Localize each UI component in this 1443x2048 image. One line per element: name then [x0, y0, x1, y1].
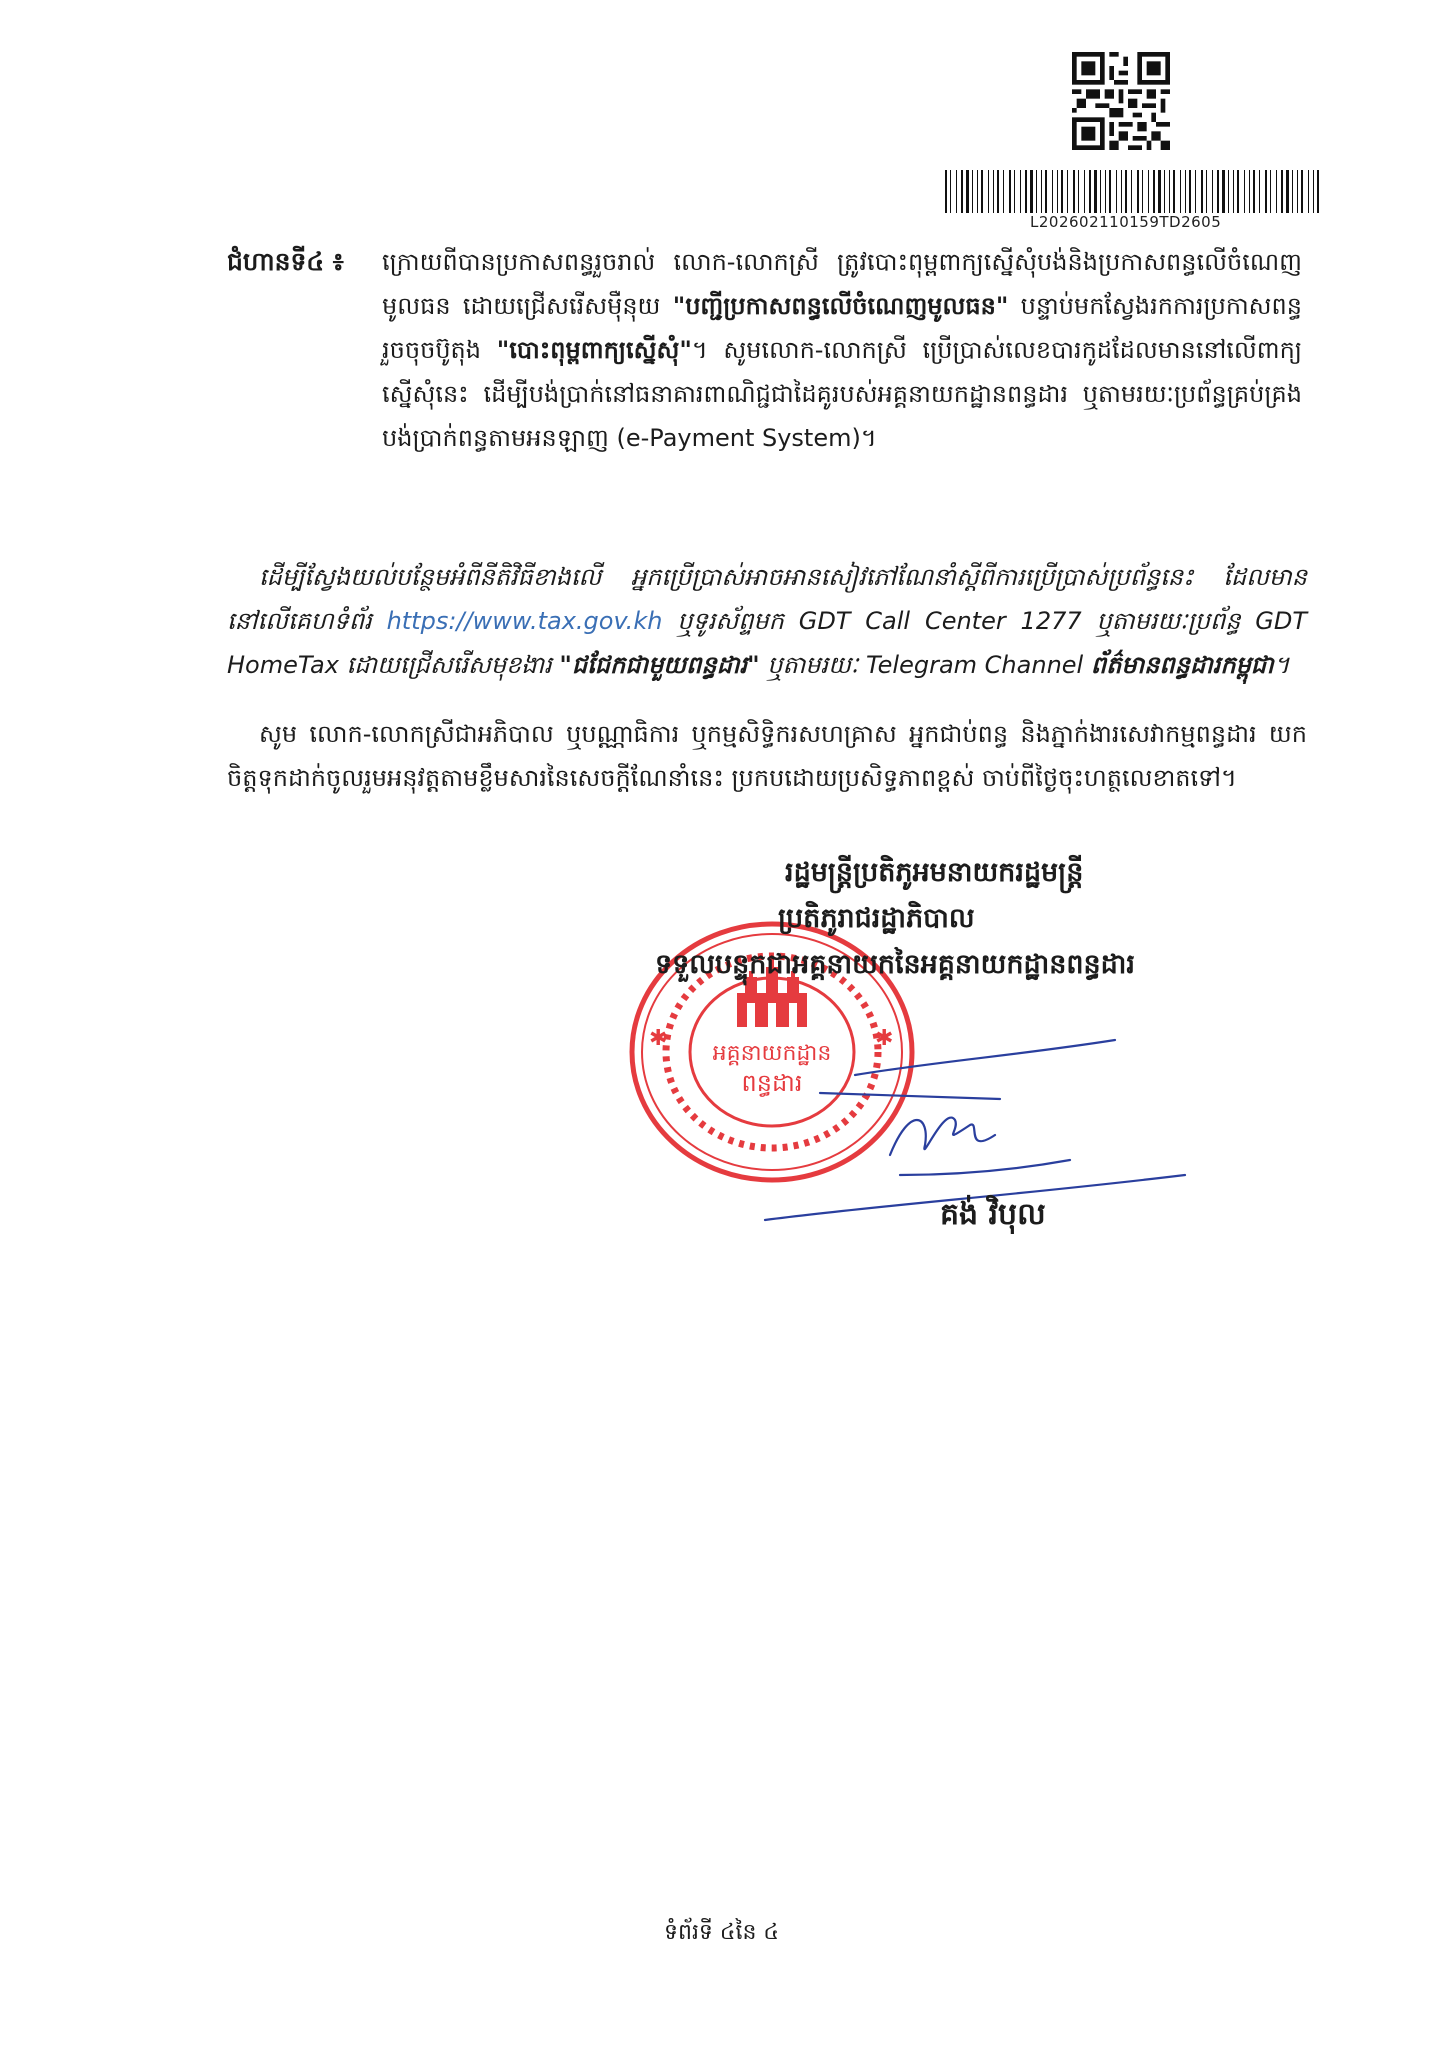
svg-text:✱: ✱	[875, 1026, 894, 1051]
page-number: ទំព័រទី ៤នៃ ៤	[664, 1920, 779, 1945]
button-name: "បោះពុម្ពពាក្យស្នើសុំ"	[496, 336, 692, 364]
step-4	[227, 240, 1307, 460]
feature-name: "ជជែកជាមួយពន្ធដារ"	[559, 651, 760, 679]
step-text: ។ សូមលោក-លោកស្រី ប្រើប្រាស់លេខបារកូដដែលមាននៅលើពាក្យស្នើសុំនេះ ដើម្បីបង់ប្រាក់នៅធនាគារពាណិជ្ជជាដៃគូរបស់អគ្គនាយកដ្ឋានពន្ធដារ ឬតាមរយៈប្រព័ន្ធគ្រប់គ្រងបង់ប្រាក់ពន្ធតាមអនឡាញ (e-Payment System)។	[382, 336, 1302, 452]
signer-title-line-2: ប្រតិភូរាជរដ្ឋាភិបាល	[778, 903, 975, 934]
info-text: ដើម្បីស្វែងយល់បន្ថែមអំពីនីតិវិធីខាងលើ អ្នកប្រើប្រាស់អាចអានសៀវភៅណែនាំស្តីពីការប្រើប្រាស់ប្រព័ន្ធនេះ ដែលមាននៅលើគេហទំព័រ	[227, 563, 1307, 635]
call-paragraph: សូម លោក-លោកស្រីជាអភិបាល ឬបណ្ណាធិការ ឬកម្មសិទ្ធិករសហគ្រាស អ្នកជាប់ពន្ធ និងភ្នាក់ងារសេវាកម្មពន្ធដារ យកចិត្តទុកដាក់ចូលរួមអនុវត្តតាមខ្លឹមសារនៃសេចក្តីណែនាំនេះ ប្រកបដោយប្រសិទ្ធភាពខ្ពស់ ចាប់ពីថ្ងៃចុះហត្ថលេខាតទៅ។	[227, 720, 1307, 792]
channel-name: ព័ត៌មានពន្ធដារកម្ពុជា	[1090, 651, 1274, 679]
svg-text:✱: ✱	[649, 1026, 668, 1051]
barcode-number: L202602110159TD2605	[1030, 213, 1222, 231]
step-text: ក្រោយពីបានប្រកាសពន្ធរួចរាល់ លោក-លោកស្រី ត្រូវបោះពុម្ពពាក្យស្នើសុំបង់និងប្រកាសពន្ធលើចំណេញមូលធន ដោយជ្រើសរើសម៉ឺនុយ	[382, 248, 1302, 320]
signature-block	[620, 850, 1320, 988]
step-text: បន្ទាប់មកស្វែងរកការប្រកាសពន្ធ រួចចុចប៊ូតុង	[382, 292, 1303, 364]
info-text: ឬទូរស័ព្ទមក GDT Call Center 1277 ឬតាមរយៈប្រព័ន្ធ GDT HomeTax ដោយជ្រើសរើសមុខងារ	[227, 607, 1307, 679]
signer-title-line-1: រដ្ឋមន្ត្រីប្រតិភូអមនាយករដ្ឋមន្ត្រី	[785, 857, 1084, 888]
info-text: ឬតាមរយៈ Telegram Channel	[759, 651, 1091, 679]
step-body	[382, 240, 1302, 460]
barcode	[945, 170, 1321, 213]
info-text: ។	[1273, 651, 1290, 679]
info-paragraph	[227, 555, 1307, 687]
website-link[interactable]: https://www.tax.gov.kh	[386, 607, 663, 635]
seal-text-2: ពន្ធដារ	[741, 1069, 803, 1097]
step-label: ជំហានទី៤ ៖	[227, 247, 344, 276]
seal-text-1: អគ្គនាយកដ្ឋាន	[712, 1041, 832, 1066]
menu-name: "បញ្ជីប្រកាសពន្ធលើចំណេញមូលធន"	[672, 292, 1009, 320]
signer-name: គង់ វិបុល	[940, 1197, 1046, 1232]
signer-title-line-3: ទទួលបន្ទុកជាអគ្គនាយកនៃអគ្គនាយកដ្ឋានពន្ធដារ	[655, 949, 1135, 980]
qr-code	[1072, 52, 1170, 150]
